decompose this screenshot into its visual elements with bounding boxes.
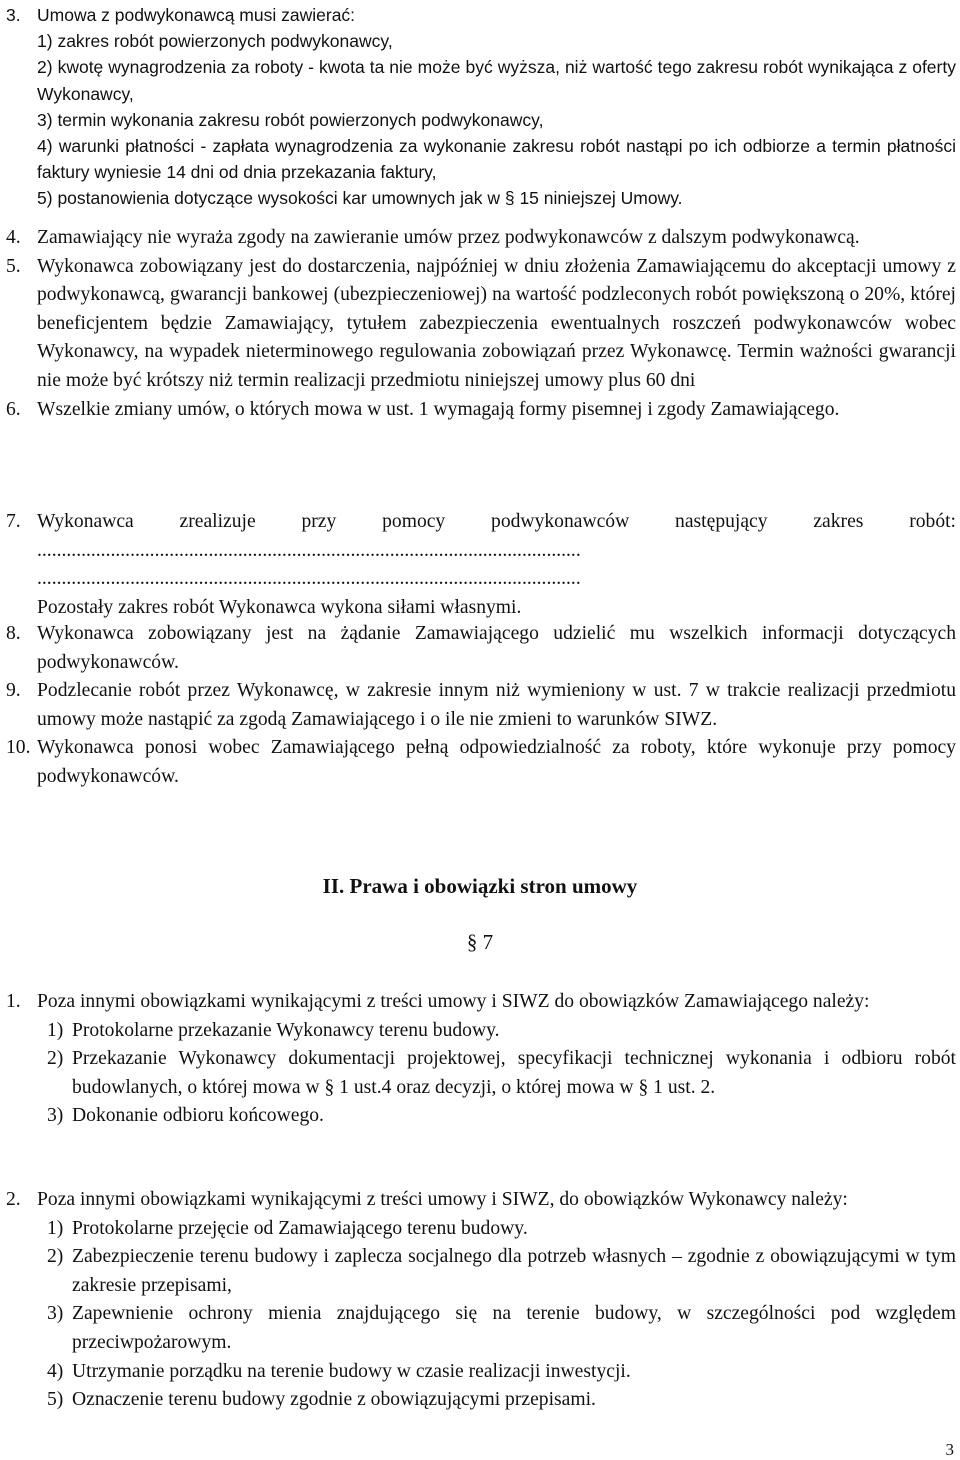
list-item: 4) Utrzymanie porządku na terenie budowy w czasie realizacji inwestycji. [47,1360,631,1382]
point-4: 4. Zamawiający nie wyraża zgody na zawieranie umów przez podwykonawców z dalszym podwykonawcą. [6,227,860,248]
list-item: 2) kwotę wynagrodzenia za roboty - kwota ta nie może być wyższa, niż wartość tego zakresu robót wynikająca z oferty Wykonawcy, [37,57,956,104]
list-item: 2) Zabezpieczenie terenu budowy i zaplecza socjalnego dla potrzeb własnych – zgodnie z obowiązującymi w tym zakresie przepisami, [47,1246,956,1296]
duties-1 [0,988,960,1131]
duties-1-intro: 1. Poza innymi obowiązkami wynikającymi z treści umowy i SIWZ do obowiązków Zamawiającego należy: [6,991,870,1012]
list-item: 4) warunki płatności - zapłata wynagrodzenia za wykonanie zakresu robót nastąpi po ich odbiorze a termin płatności faktury wyniesie 14 dni od dnia przekazania faktury, [37,136,956,183]
point-6: 6. Wszelkie zmiany umów, o których mowa w ust. 1 wymagają formy pisemnej i zgody Zamawiającego. [6,398,840,420]
point-7 [0,508,960,622]
point-7-text: 7. Wykonawca zrealizuje przy pomocy podwykonawców następujący zakres robót: [6,511,956,532]
point-8: 8. Wykonawca zobowiązany jest na żądanie Zamawiającego udzielić mu wszelkich informacji dotyczących podwykonawców. [6,623,956,673]
point-9: 9. Podzlecanie robót przez Wykonawcę, w zakresie innym niż wymieniony w ust. 7 w trakcie realizacji przedmiotu umowy może nastąpić za zgodą Zamawiającego i o ile nie zmieni to warunków SIWZ. [6,680,956,730]
point-7-dots-1: ............................................................................................................... [37,539,581,561]
points-4-6 [0,224,960,424]
section-3 [0,2,960,212]
points-8-10 [0,620,960,792]
point-7-dots-2: ............................................................................................................... [37,568,581,590]
point-5: 5. Wykonawca zobowiązany jest do dostarczenia, najpóźniej w dniu złożenia Zamawiającemu do akceptacji umowy z podwykonawcą, gwarancji bankowej (ubezpieczeniowej) na wartość podzleconych robót powiększoną o 20%, której beneficjentem będzie Zamawiający, tytułem zabezpieczenia ewentualnych roszczeń podwykonawców wobec Wykonawcy, na wypadek nieterminowego regulowania zobowiązań przez Wykonawcę. Termin ważności gwarancji nie może być krótszy niż termin realizacji przedmiotu niniejszej umowy plus 60 dni [6,255,956,391]
page-number: 3 [945,1440,954,1459]
list-item: 3) Dokonanie odbioru końcowego. [47,1105,324,1127]
list-item: 2) Przekazanie Wykonawcy dokumentacji projektowej, specyfikacji technicznej wykonania i odbioru robót budowlanych, o której mowa w § 1 ust.4 oraz decyzji, o której mowa w § 1 ust. 2. [47,1048,956,1098]
list-item: 5) Oznaczenie terenu budowy zgodnie z obowiązującymi przepisami. [47,1389,596,1411]
duties-2-intro: 2. Poza innymi obowiązkami wynikającymi z treści umowy i SIWZ, do obowiązków Wykonawcy należy: [6,1189,848,1210]
paragraph-mark: § 7 [466,930,494,954]
section-3-number: 3. [6,5,21,25]
list-item: 1) zakres robót powierzonych podwykonawcy, [37,31,393,52]
point-10: 10. Wykonawca ponosi wobec Zamawiającego pełną odpowiedzialność za roboty, które wykonuje przy pomocy podwykonawców. [6,737,956,787]
list-item: 5) postanowienia dotyczące wysokości kar umownych jak w § 15 niniejszej Umowy. [37,188,683,209]
section-3-lead [0,2,960,28]
point-7-rest: Pozostały zakres robót Wykonawca wykona siłami własnymi. [37,596,522,618]
list-item: 1) Protokolarne przejęcie od Zamawiającego terenu budowy. [47,1217,528,1239]
list-item: 1) Protokolarne przekazanie Wykonawcy terenu budowy. [47,1019,500,1041]
duties-2 [0,1186,960,1415]
section-3-lead-text: Umowa z podwykonawcą musi zawierać: [37,5,356,25]
list-item: 3) Zapewnienie ochrony mienia znajdującego się na terenie budowy, w szczególności pod względem przeciwpożarowym. [47,1303,956,1353]
section-3-list [0,28,960,211]
list-item: 3) termin wykonania zakresu robót powierzonych podwykonawcy, [37,109,544,130]
section-heading: II. Prawa i obowiązki stron umowy [322,874,638,898]
